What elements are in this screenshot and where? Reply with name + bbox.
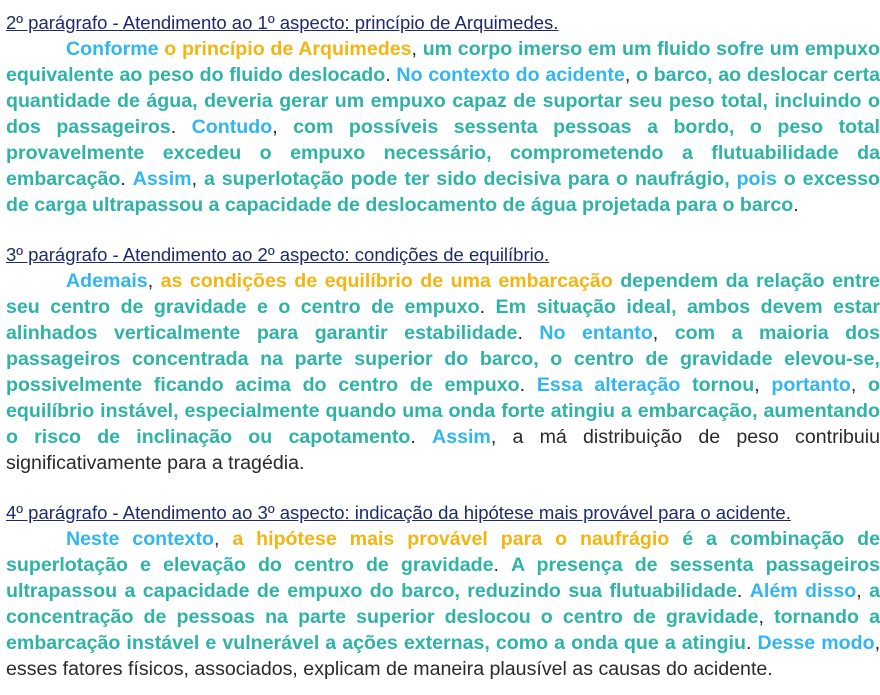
section-heading: 2º parágrafo - Atendimento ao 1º aspecto: princípio de Arquimedes. [6, 12, 559, 33]
section-heading: 3º parágrafo - Atendimento ao 2º aspecto: condições de equilíbrio. [6, 244, 550, 265]
text-segment-blue: Conforme [66, 38, 159, 60]
text-segment-teal: a superlotação pode ter sido decisiva para o naufrágio, [203, 168, 730, 190]
text-segment-blue: pois [736, 168, 777, 190]
text-segment-plain: , a má distribuição de peso contribuiu significativamente para a tragédia. [6, 426, 880, 474]
section-paragraph-3 [6, 242, 880, 476]
text-segment-plain [777, 168, 784, 190]
text-segment-teal: a concentração de pessoas na parte superior deslocou o centro de gravidade [6, 580, 880, 628]
text-segment-plain: . [385, 64, 397, 86]
text-segment-plain: , [191, 168, 204, 190]
text-segment-plain: . [736, 580, 750, 602]
text-segment-teal: o barco, ao deslocar certa quantidade de água, deveria gerar um empuxo capaz de suportar seu peso total, incluindo o dos passageiros [6, 64, 880, 138]
text-segment-teal: A presença de sessenta passageiros ultrapassou a capacidade de empuxo do barco, reduzindo sua flutuabilidade [6, 554, 880, 602]
text-segment-plain: , [856, 580, 870, 602]
text-segment-plain: , [758, 606, 775, 628]
text-segment-plain: . [745, 632, 758, 654]
paragraph-body [6, 526, 880, 682]
text-segment-blue: Assim [132, 168, 192, 190]
text-segment-teal: tornou [692, 374, 755, 396]
text-segment-blue: Neste contexto [66, 528, 214, 550]
text-segment-teal: o equilíbrio instável, especialmente quando uma onda forte atingiu a embarcação, aumentando o risco de inclinação ou capotamento [6, 374, 880, 448]
section-paragraph-2 [6, 10, 880, 218]
text-segment-plain: . [120, 168, 133, 190]
text-segment-plain: . [793, 194, 799, 216]
text-segment-teal: um corpo imerso em um fluido sofre um empuxo equivalente ao peso do fluido deslocado [6, 38, 880, 86]
text-segment-plain: , [147, 270, 161, 292]
text-segment-plain: . [493, 554, 512, 576]
text-segment-plain: . [170, 116, 192, 138]
text-segment-gold: o princípio de Arquimedes [164, 38, 412, 60]
text-segment-teal: com a maioria dos passageiros concentrada na parte superior do barco, o centro de gravidade elevou-se, possivelmente ficando acima do centro de empuxo [6, 322, 880, 396]
section-heading: 4º parágrafo - Atendimento ao 3º aspecto: indicação da hipótese mais provável para o acidente. [6, 502, 791, 523]
text-segment-plain: . [517, 322, 540, 344]
text-segment-plain: , esses fatores físicos, associados, explicam de maneira plausível as causas do acidente. [6, 632, 880, 680]
text-segment-blue: Assim [432, 426, 491, 448]
text-segment-plain [669, 528, 682, 550]
text-segment-blue: Além disso [749, 580, 857, 602]
section-paragraph-4 [6, 500, 880, 682]
text-segment-plain: . [410, 426, 433, 448]
paragraph-body [6, 268, 880, 476]
paragraph-body [6, 36, 880, 218]
text-segment-teal: com possíveis sessenta pessoas a bordo, o peso total provavelmente excedeu o empuxo necessário, comprometendo a flutuabilidade da embarcação [6, 116, 880, 190]
text-segment-blue: Essa alteração [536, 374, 681, 396]
text-segment-plain: , [272, 116, 294, 138]
text-segment-teal: dependem da relação entre seu centro de gravidade e o centro de empuxo [6, 270, 880, 318]
text-segment-teal: Em situação ideal, ambos devem estar alinhados verticalmente para garantir estabilidade [6, 296, 880, 344]
text-segment-plain: , [624, 64, 637, 86]
text-segment-gold: a hipótese mais provável para o naufrágio [232, 528, 670, 550]
text-segment-blue: portanto [771, 374, 851, 396]
text-segment-gold: as condições de equilíbrio de uma embarcação [160, 270, 613, 292]
text-segment-plain: , [850, 374, 869, 396]
text-segment-plain: , [213, 528, 233, 550]
text-segment-plain: . [519, 374, 537, 396]
text-segment-blue: No entanto [539, 322, 653, 344]
text-segment-blue: Ademais [66, 270, 148, 292]
text-segment-teal: tornando a embarcação instável e vulnerável a ações externas, como a onda que a atingiu [6, 606, 880, 654]
text-segment-blue: No contexto do acidente [396, 64, 625, 86]
text-segment-plain: , [411, 38, 423, 60]
text-segment-plain: , [652, 322, 675, 344]
text-segment-teal: o excesso de carga ultrapassou a capacidade de deslocamento de água projetada para o barco [6, 168, 880, 216]
text-segment-plain [680, 374, 692, 396]
text-segment-blue: Desse modo [757, 632, 875, 654]
text-segment-plain: , [754, 374, 772, 396]
text-segment-plain: . [479, 296, 496, 318]
text-segment-blue: Contudo [191, 116, 273, 138]
text-segment-plain [730, 168, 737, 190]
text-segment-teal: é a combinação de superlotação e elevação do centro de gravidade [6, 528, 880, 576]
